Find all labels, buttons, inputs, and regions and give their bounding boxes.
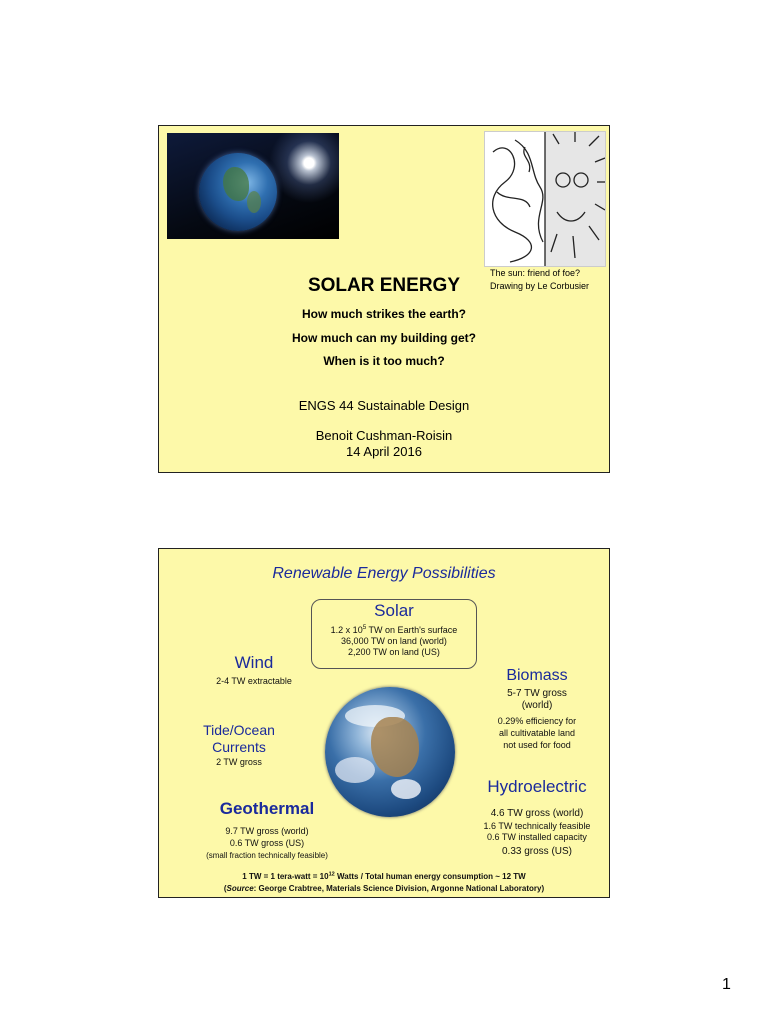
geothermal-us: 0.6 TW gross (US) <box>229 838 305 848</box>
earth-landmass <box>223 167 249 201</box>
biomass-note: not used for food <box>503 740 571 750</box>
tide-heading-line2: Currents <box>212 739 266 755</box>
page-number: 1 <box>722 976 731 993</box>
biomass-note: all cultivatable land <box>498 728 576 738</box>
solar-land-world: 36,000 TW on land (world) <box>341 636 447 646</box>
slide-solar-energy-title <box>158 125 610 473</box>
presentation-date: 14 April 2016 <box>346 444 422 459</box>
source-close-paren: ) <box>541 884 545 893</box>
solar-heading: Solar <box>374 601 414 620</box>
hydro-feasible: 1.6 TW technically feasible <box>483 821 591 831</box>
solar-value-prefix: 1.2 x 10 <box>330 625 363 635</box>
earth-globe-image <box>325 687 455 817</box>
solar-land-us: 2,200 TW on land (US) <box>348 647 440 657</box>
tide-heading: Tide/Ocean <box>203 722 275 738</box>
cloud <box>391 779 421 799</box>
source-text: : George Crabtree, Materials Science Division, Argonne National Laboratory <box>253 884 542 893</box>
biomass-note: 0.29% efficiency for <box>497 716 577 726</box>
tide-value: 2 TW gross <box>216 757 262 767</box>
solar-surface-value <box>311 625 477 636</box>
slide-title: SOLAR ENERGY <box>307 275 461 296</box>
footnote-source <box>159 883 609 894</box>
solar-value-exponent: 5 <box>362 624 367 631</box>
footnote-suffix: Watts / Total human energy consumption ~ 12 TW <box>334 872 526 881</box>
course-name: ENGS 44 Sustainable Design <box>298 398 470 413</box>
le-corbusier-sun-drawing <box>484 131 606 267</box>
author-name: Benoit Cushman-Roisin <box>315 428 453 443</box>
biomass-scope: (world) <box>521 700 553 711</box>
biomass-value: 5-7 TW gross <box>507 688 567 699</box>
caption-line: The sun: friend of foe? <box>490 268 581 278</box>
question-2: How much can my building get? <box>291 331 476 345</box>
hydro-gross-world: 4.6 TW gross (world) <box>490 808 584 819</box>
footnote-definition <box>159 871 609 882</box>
slide-renewable-energy <box>158 548 610 898</box>
drawing-caption <box>490 267 589 293</box>
sun-face-sketch <box>485 132 605 266</box>
earth-landmass <box>247 191 261 213</box>
continent <box>371 717 419 777</box>
question-3: When is it too much? <box>323 354 445 368</box>
solar-value-suffix: TW on Earth's surface <box>366 625 458 635</box>
source-open-paren: ( <box>223 884 227 893</box>
slide-title: Renewable Energy Possibilities <box>272 565 496 582</box>
hydro-installed: 0.6 TW installed capacity <box>487 832 587 842</box>
geothermal-heading: Geothermal <box>219 799 315 818</box>
cloud <box>335 757 375 783</box>
geothermal-world: 9.7 TW gross (world) <box>225 826 309 836</box>
wind-heading: Wind <box>234 653 274 672</box>
footnote-exponent: 12 <box>328 871 335 878</box>
caption-line: Drawing by Le Corbusier <box>490 281 590 291</box>
biomass-heading: Biomass <box>506 667 568 684</box>
hydroelectric-heading: Hydroelectric <box>487 777 587 796</box>
wind-value: 2-4 TW extractable <box>216 676 292 686</box>
source-label: Source <box>226 884 254 893</box>
footnote-prefix: 1 TW = 1 tera-watt = 10 <box>242 872 329 881</box>
earth-and-sun-photo <box>167 133 339 239</box>
geothermal-note: (small fraction technically feasible) <box>206 851 328 860</box>
question-1: How much strikes the earth? <box>301 307 467 321</box>
hydro-us: 0.33 gross (US) <box>501 846 573 857</box>
